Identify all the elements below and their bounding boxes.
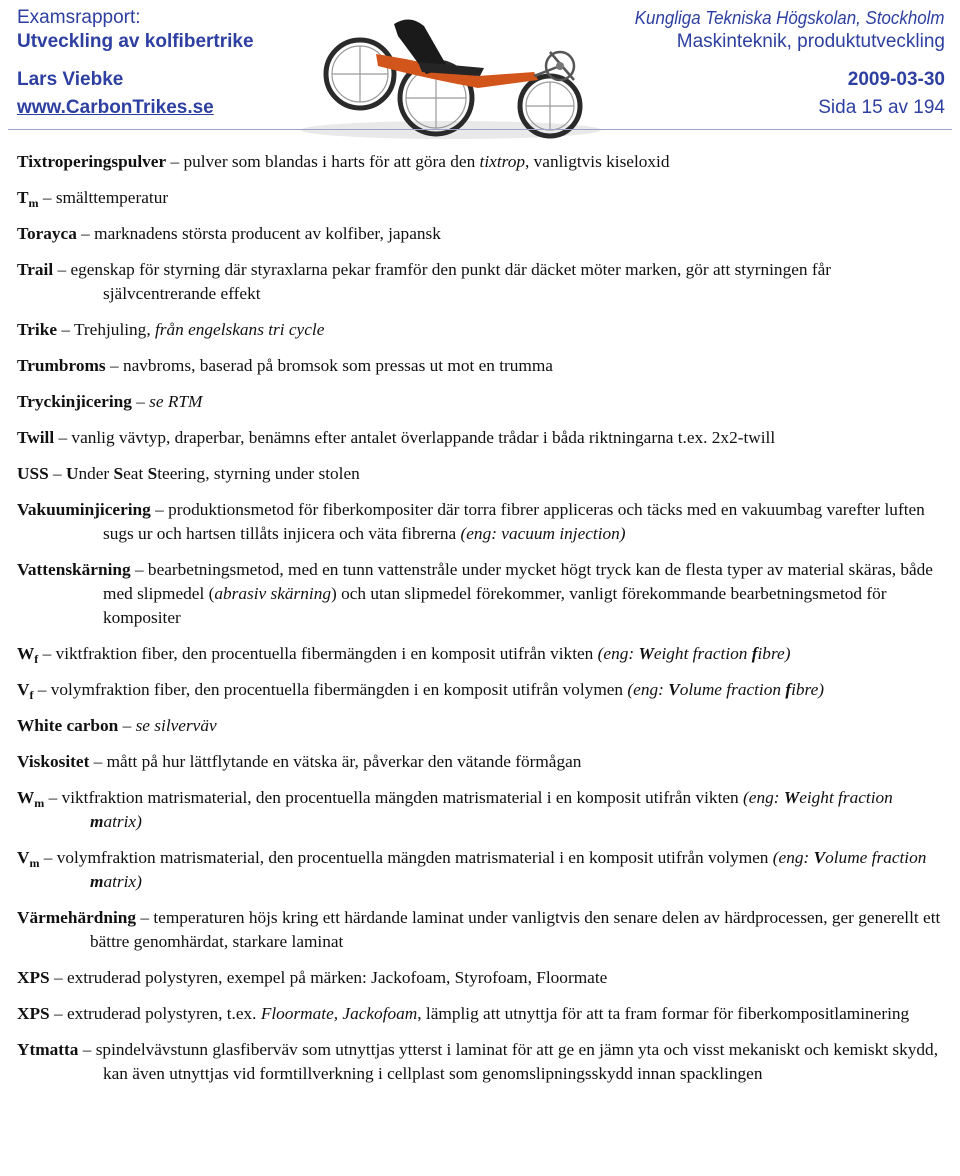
author-name: Lars Viebke xyxy=(17,69,124,90)
report-date: 2009-03-30 xyxy=(847,69,945,90)
glossary-term: V xyxy=(17,680,30,699)
glossary-term: Vakuuminjicering xyxy=(17,500,151,519)
glossary-term: Twill xyxy=(17,428,55,447)
glossary-term: Viskositet xyxy=(17,752,90,771)
report-title: Utveckling av kolfibertrike xyxy=(17,31,254,52)
glossary-entry-torayca: Torayca – marknadens största producent av kolfiber, japansk xyxy=(17,224,441,243)
glossary-entry-tm: $T_m$ – smälttemperatur xyxy=(17,188,169,210)
glossary-term: Trumbroms xyxy=(17,356,106,375)
glossary-term: Tryckinjicering xyxy=(17,392,132,411)
glossary-term: Vattenskärning xyxy=(17,560,131,579)
website-link[interactable]: www.CarbonTrikes.se xyxy=(17,97,214,118)
glossary-entry-trike: Trike – Trehjuling, från engelskans tri cycle xyxy=(17,320,325,339)
department-name: Maskinteknik, produktutveckling xyxy=(676,31,945,52)
page-header xyxy=(0,0,960,130)
glossary-entry-viskositet: Viskositet – mått på hur lättflytande en vätska är, påverkar den vätande förmågan xyxy=(17,752,582,771)
glossary-entry-white-carbon: White carbon – se silverväv xyxy=(17,716,217,735)
glossary-term: T xyxy=(17,188,29,207)
glossary-term: Tixtroperingspulver xyxy=(17,152,167,171)
glossary-term: Trike xyxy=(17,320,57,339)
glossary-entry-xps-2: XPS – extruderad polystyren, t.ex. Floormate, Jackofoam, lämplig att utnyttja för att ta fram formar för fiberkompositlaminering xyxy=(17,1004,910,1023)
glossary-entry-vm: $V_m$ – volymfraktion matrismaterial, den procentuella mängden matrismaterial i en komposit utifrån volymen (eng: Volume fraction matrix) xyxy=(17,848,927,891)
glossary-entry-vf: $V_f$ – volymfraktion fiber, den procentuella fibermängden i en komposit utifrån volymen (eng: Volume fraction fibre) xyxy=(17,680,825,702)
glossary-entry-uss: USS – Under Seat Steering, styrning under stolen xyxy=(17,464,360,483)
glossary-entry-tixtroperingspulver: Tixtroperingspulver – pulver som blandas i harts för att göra den tixtrop, vanligtvis kiseloxid xyxy=(17,152,670,171)
glossary-term: USS xyxy=(17,464,49,483)
glossary-term: XPS xyxy=(17,1004,50,1023)
glossary-term: Trail xyxy=(17,260,54,279)
glossary-term: Värmehärdning xyxy=(17,908,137,927)
glossary-entry-tryckinjicering: Tryckinjicering – se RTM xyxy=(17,392,203,411)
glossary-entry-wf: $W_f$ – viktfraktion fiber, den procentuella fibermängden i en komposit utifrån vikten (eng: Weight fraction fibre) xyxy=(17,644,791,666)
glossary-term: Torayca xyxy=(17,224,77,243)
institution-name: Kungliga Tekniska Högskolan, Stockholm xyxy=(635,8,945,28)
report-type: Examsrapport: xyxy=(17,7,141,28)
header-divider xyxy=(8,129,952,130)
glossary-entry-vakuuminjicering: Vakuuminjicering – produktionsmetod för fiberkompositer där torra fibrer appliceras och täcks med en vakuumbag varefter luften sugs ur och hartsen tillåts injicera och väta fibrerna (eng: vacuum injection) xyxy=(17,500,925,543)
glossary-entry-vattenskarning: Vattenskärning – bearbetningsmetod, med en tunn vattenstråle under mycket högt tryck kan de flesta typer av material skäras, både med slipmedel (abrasiv skärning) och utan slipmedel förekommer, vanligt förekommande bearbetningsmetod för kompositer xyxy=(17,560,933,627)
glossary-term: W xyxy=(17,644,35,663)
glossary-term: V xyxy=(17,848,30,867)
glossary-term: W xyxy=(17,788,35,807)
glossary-entry-twill: Twill – vanlig vävtyp, draperbar, benämns efter antalet överlappande trådar i båda riktningarna t.ex. 2x2-twill xyxy=(17,428,776,447)
glossary-entry-trail: Trail – egenskap för styrning där styraxlarna pekar framför den punkt där däcket möter marken, gör att styrningen får självcentrerande effekt xyxy=(17,260,832,303)
glossary-entry-ytmatta: Ytmatta – spindelvävstunn glasfiberväv som utnyttjas ytterst i laminat för att ge en jämn yta och visst mekaniskt och kemiskt skydd, kan även utnyttjas vid formtillverkning i cellplast som genomslipningsskydd innan spacklingen xyxy=(17,1040,939,1083)
glossary-entry-trumbroms: Trumbroms – navbroms, baserad på bromsok som pressas ut mot en trumma xyxy=(17,356,553,375)
page-number: Sida 15 av 194 xyxy=(818,97,945,118)
glossary-term: Ytmatta xyxy=(17,1040,79,1059)
glossary-entry-wm: $W_m$ – viktfraktion matrismaterial, den procentuella mängden matrismaterial i en komposit utifrån vikten (eng: Weight fraction matrix) xyxy=(17,788,893,831)
trike-image xyxy=(298,2,604,142)
glossary-entry-varmehardning: Värmehärdning – temperaturen höjs kring ett härdande laminat under vanligtvis den senare delen av härdprocessen, ger generellt ett bättre genomhärdat, starkare laminat xyxy=(17,908,941,951)
glossary-term: XPS xyxy=(17,968,50,987)
glossary-list xyxy=(17,150,947,1098)
glossary-entry-xps-1: XPS – extruderad polystyren, exempel på märken: Jackofoam, Styrofoam, Floormate xyxy=(17,968,608,987)
glossary-term: White carbon xyxy=(17,716,119,735)
